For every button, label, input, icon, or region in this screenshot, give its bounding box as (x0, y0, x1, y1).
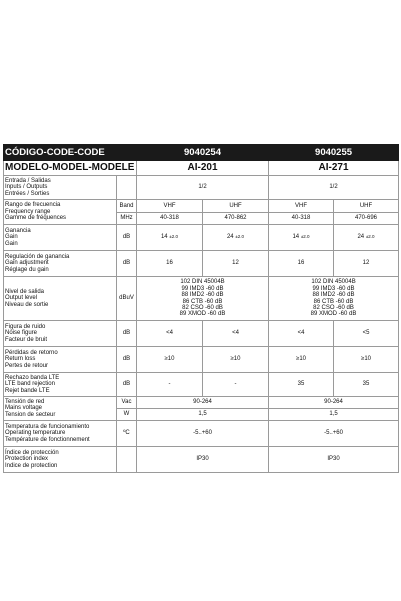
gain-adj-row (4, 251, 399, 277)
mains-v-2: 90-264 (269, 397, 399, 409)
gain-adj-m2-uhf: 12 (334, 251, 399, 277)
temp-value-1: -5..+60 (137, 421, 269, 447)
model-name-1: AI-201 (137, 161, 269, 176)
io-row (4, 176, 399, 200)
noise-m2-uhf: <5 (334, 321, 399, 347)
gain-unit: dB (117, 225, 137, 251)
noise-m1-vhf: <4 (137, 321, 203, 347)
temp-value-2: -5..+60 (269, 421, 399, 447)
io-value-2: 1/2 (269, 176, 399, 200)
output-label: Nivel de salida Output level Niveau de sortie (4, 277, 117, 321)
gain-row (4, 225, 399, 251)
band-m2-uhf: UHF (334, 200, 399, 213)
code-model-2: 9040255 (269, 145, 399, 161)
mains-w-1: 1,5 (137, 409, 269, 421)
ip-value-2: IP30 (269, 447, 399, 473)
ip-label: Índice de protección Protection index Indice de protection (4, 447, 117, 473)
gain-m2-vhf: 14 ±2.0 (269, 225, 334, 251)
code-label: CÓDIGO-CODE-CODE (4, 145, 137, 161)
noise-m2-vhf: <4 (269, 321, 334, 347)
temp-row (4, 421, 399, 447)
io-value-1: 1/2 (137, 176, 269, 200)
band-m1-uhf: UHF (203, 200, 269, 213)
gain-adj-label: Regulación de ganancia Gain adjustment Réglage du gain (4, 251, 117, 277)
model-name-2: AI-271 (269, 161, 399, 176)
output-values-2: 102 DIN 45004B 99 IMD3 -60 dB 88 IMD2 -60 dB 86 CTB -60 dB 82 CSO -60 dB 89 XMOD -60 dB (269, 277, 399, 321)
gain-adj-m1-uhf: 12 (203, 251, 269, 277)
spec-sheet (3, 144, 398, 473)
return-label: Pérdidas de retorno Return loss Pertes de retour (4, 347, 117, 373)
temp-label: Temperatura de funcionamiento Operating temperature Température de fonctionnement (4, 421, 117, 447)
band-row (4, 200, 399, 213)
lte-label: Rechazo banda LTE LTE band rejection Rejet bande LTE (4, 373, 117, 397)
gain-m1-uhf: 24 ±2.0 (203, 225, 269, 251)
return-m1-uhf: ≥10 (203, 347, 269, 373)
band-m2-vhf: VHF (269, 200, 334, 213)
mains-row (4, 397, 399, 409)
lte-unit: dB (117, 373, 137, 397)
spec-table (3, 144, 399, 473)
return-row (4, 347, 399, 373)
freq-m2-uhf: 470-696 (334, 213, 399, 225)
band-label: Rango de frecuencia Frequency range Gamme de fréquences (4, 200, 117, 225)
noise-m1-uhf: <4 (203, 321, 269, 347)
ip-row (4, 447, 399, 473)
gain-m2-uhf: 24 ±2.0 (334, 225, 399, 251)
lte-m2-vhf: 35 (269, 373, 334, 397)
return-m1-vhf: ≥10 (137, 347, 203, 373)
gain-label: Ganancia Gain Gain (4, 225, 117, 251)
return-unit: dB (117, 347, 137, 373)
lte-m2-uhf: 35 (334, 373, 399, 397)
code-row (4, 145, 399, 161)
freq-m1-vhf: 40-318 (137, 213, 203, 225)
lte-m1-vhf: - (137, 373, 203, 397)
mains-w-2: 1,5 (269, 409, 399, 421)
band-unit: Band (117, 200, 137, 213)
gain-m1-vhf: 14 ±2.0 (137, 225, 203, 251)
noise-label: Figura de ruido Noise figure Facteur de bruit (4, 321, 117, 347)
output-row (4, 277, 399, 321)
noise-row (4, 321, 399, 347)
gain-adj-m1-vhf: 16 (137, 251, 203, 277)
model-row (4, 161, 399, 176)
noise-unit: dB (117, 321, 137, 347)
return-m2-uhf: ≥10 (334, 347, 399, 373)
model-label: MODELO-MODEL-MODELE (4, 161, 137, 176)
temp-unit: ºC (117, 421, 137, 447)
mains-unit-v: Vac (117, 397, 137, 409)
freq-m2-vhf: 40-318 (269, 213, 334, 225)
code-model-1: 9040254 (137, 145, 269, 161)
output-unit: dBuV (117, 277, 137, 321)
io-label: Entrada / Salidas Inputs / Outputs Entrées / Sorties (4, 176, 117, 200)
return-m2-vhf: ≥10 (269, 347, 334, 373)
freq-unit: MHz (117, 213, 137, 225)
lte-m1-uhf: - (203, 373, 269, 397)
mains-v-1: 90-264 (137, 397, 269, 409)
mains-unit-w: W (117, 409, 137, 421)
gain-adj-unit: dB (117, 251, 137, 277)
ip-unit (117, 447, 137, 473)
gain-adj-m2-vhf: 16 (269, 251, 334, 277)
band-m1-vhf: VHF (137, 200, 203, 213)
freq-m1-uhf: 470-862 (203, 213, 269, 225)
mains-label: Tensión de red Mains voltage Tension de secteur (4, 397, 117, 421)
io-unit (117, 176, 137, 200)
lte-row (4, 373, 399, 397)
ip-value-1: IP30 (137, 447, 269, 473)
output-values-1: 102 DIN 45004B 99 IMD3 -60 dB 88 IMD2 -60 dB 86 CTB -60 dB 82 CSO -60 dB 89 XMOD -60 dB (137, 277, 269, 321)
